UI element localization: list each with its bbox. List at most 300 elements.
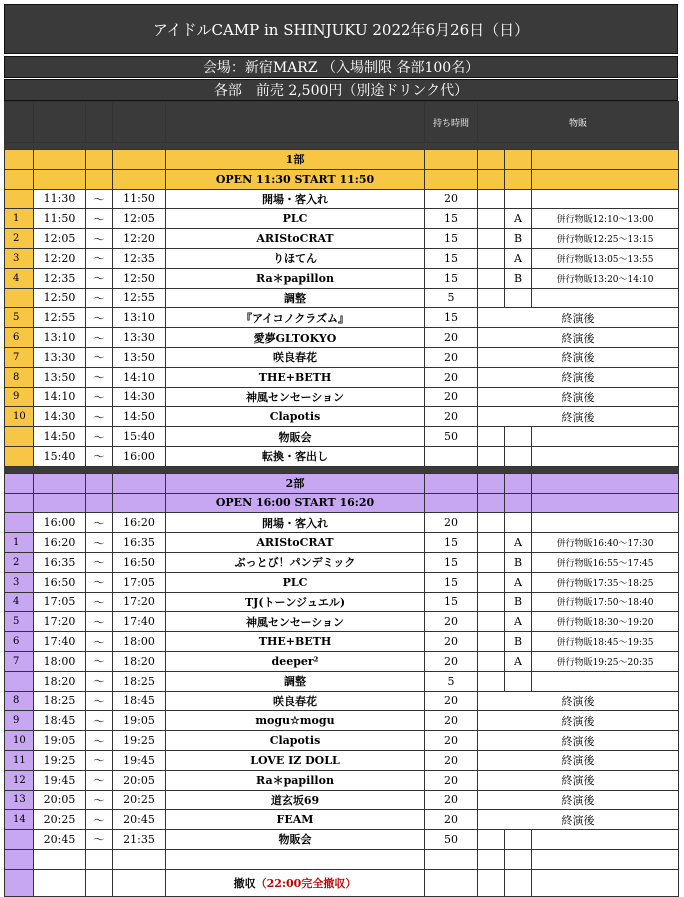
merch-lane: [505, 288, 532, 308]
performer-name: 物販会: [166, 830, 425, 850]
schedule-row: [5, 592, 679, 612]
empty-cell: [478, 427, 505, 447]
merch-lane: B: [505, 592, 532, 612]
slot-number: 7: [5, 651, 34, 671]
duration: 20: [425, 347, 478, 367]
start-time: 14:50: [34, 427, 86, 447]
time-separator: 〜: [86, 632, 113, 652]
merch-info: 終演後: [478, 367, 679, 387]
start-time: 15:40: [34, 446, 86, 466]
time-separator: 〜: [86, 770, 113, 790]
part1-open-row: [5, 169, 679, 189]
end-time: 14:10: [113, 367, 166, 387]
end-time: 12:35: [113, 248, 166, 268]
spacer-row: [5, 466, 679, 473]
merch-lane: A: [505, 533, 532, 553]
slot-number: 7: [5, 347, 34, 367]
slot-number: [5, 288, 34, 308]
duration: 20: [425, 731, 478, 751]
time-separator: 〜: [86, 612, 113, 632]
duration-header: 持ち時間: [425, 102, 478, 143]
performer-name: mogu☆mogu: [166, 711, 425, 731]
empty-cell: [478, 446, 505, 466]
duration: 5: [425, 288, 478, 308]
merch-lane: B: [505, 632, 532, 652]
merch-lane: A: [505, 248, 532, 268]
slot-number: 4: [5, 592, 34, 612]
performer-name: TJ(トーンジュエル): [166, 592, 425, 612]
time-separator: 〜: [86, 790, 113, 810]
start-time: 17:40: [34, 632, 86, 652]
end-time: 18:45: [113, 691, 166, 711]
performer-name: Clapotis: [166, 407, 425, 427]
merch-info: 併行物販17:35〜18:25: [532, 572, 679, 592]
price-info: 各部 前売 2,500円（別途ドリンク代）: [4, 79, 678, 101]
performer-name: deeper²: [166, 651, 425, 671]
duration: 50: [425, 427, 478, 447]
schedule-row: [5, 533, 679, 553]
header-cell: [5, 102, 34, 143]
slot-number: 2: [5, 229, 34, 249]
schedule-row: [5, 407, 679, 427]
merch-info: [532, 513, 679, 533]
merch-info: 終演後: [478, 731, 679, 751]
end-time: 13:10: [113, 308, 166, 328]
merch-info: 終演後: [478, 308, 679, 328]
slot-number: 2: [5, 552, 34, 572]
start-time: 18:45: [34, 711, 86, 731]
duration: 20: [425, 387, 478, 407]
start-time: 12:20: [34, 248, 86, 268]
end-time: 13:30: [113, 328, 166, 348]
performer-name: 開場・客入れ: [166, 513, 425, 533]
performer-name: 神風センセーション: [166, 387, 425, 407]
merch-info: [532, 189, 679, 209]
performer-name: ARIStoCRAT: [166, 533, 425, 553]
empty-cell: [478, 288, 505, 308]
start-time: 12:55: [34, 308, 86, 328]
schedule-row: [5, 731, 679, 751]
column-header-row: [5, 102, 679, 143]
end-time: 14:30: [113, 387, 166, 407]
schedule-row: [5, 572, 679, 592]
merch-info: 終演後: [478, 387, 679, 407]
merch-info: 併行物販17:50〜18:40: [532, 592, 679, 612]
timetable: [4, 101, 679, 897]
slot-number: [5, 513, 34, 533]
time-separator: 〜: [86, 189, 113, 209]
time-separator: 〜: [86, 347, 113, 367]
empty-cell: [478, 189, 505, 209]
empty-cell: [478, 572, 505, 592]
time-separator: 〜: [86, 513, 113, 533]
slot-number: 11: [5, 750, 34, 770]
slot-number: 8: [5, 367, 34, 387]
slot-number: 1: [5, 209, 34, 229]
schedule-row: [5, 367, 679, 387]
duration: 15: [425, 533, 478, 553]
page-title: アイドルCAMP in SHINJUKU 2022年6月26日（日）: [4, 4, 678, 54]
merch-info: 併行物販19:25〜20:35: [532, 651, 679, 671]
schedule-row: [5, 651, 679, 671]
merch-info: 併行物販13:05〜13:55: [532, 248, 679, 268]
slot-number: 13: [5, 790, 34, 810]
duration: 20: [425, 651, 478, 671]
performer-name: 咲良春花: [166, 691, 425, 711]
merch-lane: [505, 671, 532, 691]
duration: 50: [425, 830, 478, 850]
merch-info: 終演後: [478, 770, 679, 790]
performer-name: 愛夢GLTOKYO: [166, 328, 425, 348]
start-time: 16:20: [34, 533, 86, 553]
duration: 15: [425, 572, 478, 592]
slot-number: 12: [5, 770, 34, 790]
merch-info: 終演後: [478, 750, 679, 770]
part2-open-row: [5, 493, 679, 513]
performer-name: 物販会: [166, 427, 425, 447]
time-separator: 〜: [86, 387, 113, 407]
duration: 15: [425, 592, 478, 612]
merch-lane: A: [505, 651, 532, 671]
merch-lane: A: [505, 612, 532, 632]
time-separator: 〜: [86, 268, 113, 288]
merch-info: [532, 288, 679, 308]
schedule-row: [5, 711, 679, 731]
merch-lane: [505, 830, 532, 850]
slot-number: 6: [5, 632, 34, 652]
start-time: 17:05: [34, 592, 86, 612]
merch-lane: [505, 189, 532, 209]
empty-cell: [478, 632, 505, 652]
schedule-row: [5, 671, 679, 691]
duration: 15: [425, 248, 478, 268]
empty-cell: [478, 229, 505, 249]
end-time: 11:50: [113, 189, 166, 209]
schedule-row: [5, 750, 679, 770]
venue-info: 会場：新宿MARZ （入場制限 各部100名）: [4, 56, 678, 78]
start-time: 13:50: [34, 367, 86, 387]
part1-label-row: [5, 150, 679, 170]
slot-number: [5, 671, 34, 691]
duration: 20: [425, 790, 478, 810]
end-time: 16:50: [113, 552, 166, 572]
part1-open: OPEN 11:30 START 11:50: [166, 169, 425, 189]
performer-name: 調整: [166, 288, 425, 308]
duration: 20: [425, 750, 478, 770]
end-time: 18:00: [113, 632, 166, 652]
start-time: 12:35: [34, 268, 86, 288]
performer-name: 転換・客出し: [166, 446, 425, 466]
duration: 20: [425, 513, 478, 533]
slot-number: 9: [5, 387, 34, 407]
empty-cell: [478, 651, 505, 671]
merch-info: 終演後: [478, 691, 679, 711]
header-cell: [86, 102, 113, 143]
merch-header: 物販: [478, 102, 679, 143]
start-time: 16:35: [34, 552, 86, 572]
time-separator: 〜: [86, 691, 113, 711]
duration: 20: [425, 632, 478, 652]
end-time: 20:05: [113, 770, 166, 790]
end-time: 19:25: [113, 731, 166, 751]
slot-number: 14: [5, 810, 34, 830]
start-time: 16:00: [34, 513, 86, 533]
performer-name: Clapotis: [166, 731, 425, 751]
schedule-row: [5, 770, 679, 790]
duration: 20: [425, 691, 478, 711]
schedule-row: [5, 308, 679, 328]
merch-info: 併行物販18:30〜19:20: [532, 612, 679, 632]
merch-info: 併行物販13:20〜14:10: [532, 268, 679, 288]
performer-name: 開場・客入れ: [166, 189, 425, 209]
performer-name: LOVE IZ DOLL: [166, 750, 425, 770]
end-time: 17:40: [113, 612, 166, 632]
start-time: 19:05: [34, 731, 86, 751]
merch-lane: A: [505, 572, 532, 592]
slot-number: [5, 427, 34, 447]
header-cell: [166, 102, 425, 143]
duration: 15: [425, 209, 478, 229]
merch-lane: [505, 513, 532, 533]
schedule-row: [5, 612, 679, 632]
time-separator: 〜: [86, 427, 113, 447]
time-separator: 〜: [86, 711, 113, 731]
duration: 15: [425, 308, 478, 328]
closing-row: [5, 869, 679, 896]
slot-number: 5: [5, 308, 34, 328]
merch-lane: [505, 427, 532, 447]
end-time: 12:50: [113, 268, 166, 288]
end-time: 18:25: [113, 671, 166, 691]
start-time: 13:30: [34, 347, 86, 367]
slot-number: [5, 446, 34, 466]
part2-label-row: [5, 473, 679, 493]
time-separator: 〜: [86, 810, 113, 830]
duration: 20: [425, 711, 478, 731]
empty-cell: [478, 612, 505, 632]
duration: 20: [425, 189, 478, 209]
part2-label: 2部: [166, 473, 425, 493]
end-time: 21:35: [113, 830, 166, 850]
schedule-row: [5, 229, 679, 249]
merch-lane: B: [505, 268, 532, 288]
schedule-row: [5, 810, 679, 830]
merch-lane: A: [505, 209, 532, 229]
time-separator: 〜: [86, 209, 113, 229]
time-separator: 〜: [86, 671, 113, 691]
header-cell: [113, 102, 166, 143]
merch-info: 終演後: [478, 328, 679, 348]
merch-info: [532, 446, 679, 466]
performer-name: PLC: [166, 572, 425, 592]
performer-name: 神風センセーション: [166, 612, 425, 632]
closing-note: （22:00完全撤収）: [255, 876, 357, 890]
performer-name: 『アイコノクラズム』: [166, 308, 425, 328]
schedule-row: [5, 830, 679, 850]
end-time: 12:05: [113, 209, 166, 229]
slot-number: 10: [5, 731, 34, 751]
slot-number: 9: [5, 711, 34, 731]
time-separator: 〜: [86, 367, 113, 387]
end-time: 20:45: [113, 810, 166, 830]
end-time: 17:05: [113, 572, 166, 592]
slot-number: 4: [5, 268, 34, 288]
start-time: 16:50: [34, 572, 86, 592]
time-separator: 〜: [86, 651, 113, 671]
start-time: 20:05: [34, 790, 86, 810]
start-time: 20:25: [34, 810, 86, 830]
schedule-row: [5, 790, 679, 810]
closing-cell: [166, 869, 425, 896]
performer-name: りほてん: [166, 248, 425, 268]
start-time: 19:25: [34, 750, 86, 770]
start-time: 18:20: [34, 671, 86, 691]
merch-lane: [505, 446, 532, 466]
merch-info: 終演後: [478, 790, 679, 810]
end-time: 13:50: [113, 347, 166, 367]
start-time: 19:45: [34, 770, 86, 790]
merch-lane: B: [505, 552, 532, 572]
performer-name: THE+BETH: [166, 367, 425, 387]
end-time: 16:00: [113, 446, 166, 466]
duration: 20: [425, 770, 478, 790]
duration: [425, 446, 478, 466]
performer-name: PLC: [166, 209, 425, 229]
duration: 20: [425, 810, 478, 830]
merch-info: 併行物販16:40〜17:30: [532, 533, 679, 553]
performer-name: ぶっとび！パンデミック: [166, 552, 425, 572]
start-time: 17:20: [34, 612, 86, 632]
duration: 15: [425, 229, 478, 249]
part2-open: OPEN 16:00 START 16:20: [166, 493, 425, 513]
slot-number: [5, 189, 34, 209]
performer-name: THE+BETH: [166, 632, 425, 652]
schedule-row: [5, 387, 679, 407]
merch-info: [532, 671, 679, 691]
time-separator: 〜: [86, 407, 113, 427]
blank-row: [5, 849, 679, 869]
start-time: 12:05: [34, 229, 86, 249]
empty-cell: [478, 209, 505, 229]
schedule-row: [5, 632, 679, 652]
duration: 20: [425, 367, 478, 387]
empty-cell: [478, 513, 505, 533]
time-separator: 〜: [86, 731, 113, 751]
duration: 15: [425, 268, 478, 288]
time-separator: 〜: [86, 446, 113, 466]
merch-info: [532, 427, 679, 447]
schedule-row: [5, 189, 679, 209]
schedule-row: [5, 513, 679, 533]
performer-name: 道玄坂69: [166, 790, 425, 810]
end-time: 15:40: [113, 427, 166, 447]
empty-cell: [478, 533, 505, 553]
performer-name: Ra＊papillon: [166, 268, 425, 288]
slot-number: 6: [5, 328, 34, 348]
time-separator: 〜: [86, 552, 113, 572]
end-time: 17:20: [113, 592, 166, 612]
schedule-row: [5, 328, 679, 348]
schedule-row: [5, 691, 679, 711]
merch-info: 終演後: [478, 711, 679, 731]
end-time: 16:35: [113, 533, 166, 553]
performer-name: 咲良春花: [166, 347, 425, 367]
time-separator: 〜: [86, 229, 113, 249]
empty-cell: [478, 552, 505, 572]
performer-name: FEAM: [166, 810, 425, 830]
slot-number: 1: [5, 533, 34, 553]
start-time: 11:30: [34, 189, 86, 209]
slot-number: 3: [5, 248, 34, 268]
end-time: 16:20: [113, 513, 166, 533]
spacer-row: [5, 143, 679, 150]
merch-info: 併行物販18:45〜19:35: [532, 632, 679, 652]
time-separator: 〜: [86, 750, 113, 770]
duration: 20: [425, 407, 478, 427]
schedule-row: [5, 427, 679, 447]
empty-cell: [478, 248, 505, 268]
end-time: 18:20: [113, 651, 166, 671]
time-separator: 〜: [86, 533, 113, 553]
slot-number: 3: [5, 572, 34, 592]
merch-info: 併行物販12:10〜13:00: [532, 209, 679, 229]
part1-label: 1部: [166, 150, 425, 170]
end-time: 19:05: [113, 711, 166, 731]
slot-number: [5, 830, 34, 850]
schedule-row: [5, 446, 679, 466]
merch-info: 終演後: [478, 407, 679, 427]
merch-info: 終演後: [478, 810, 679, 830]
time-separator: 〜: [86, 830, 113, 850]
empty-cell: [478, 268, 505, 288]
performer-name: Ra＊papillon: [166, 770, 425, 790]
start-time: 13:10: [34, 328, 86, 348]
start-time: 20:45: [34, 830, 86, 850]
start-time: 12:50: [34, 288, 86, 308]
time-separator: 〜: [86, 592, 113, 612]
schedule-row: [5, 552, 679, 572]
performer-name: 調整: [166, 671, 425, 691]
end-time: 12:55: [113, 288, 166, 308]
schedule-row: [5, 248, 679, 268]
end-time: 20:25: [113, 790, 166, 810]
end-time: 12:20: [113, 229, 166, 249]
performer-name: ARIStoCRAT: [166, 229, 425, 249]
time-separator: 〜: [86, 328, 113, 348]
empty-cell: [478, 830, 505, 850]
start-time: 11:50: [34, 209, 86, 229]
time-separator: 〜: [86, 248, 113, 268]
end-time: 14:50: [113, 407, 166, 427]
duration: 20: [425, 328, 478, 348]
schedule-row: [5, 288, 679, 308]
merch-info: [532, 830, 679, 850]
start-time: 14:30: [34, 407, 86, 427]
start-time: 18:00: [34, 651, 86, 671]
schedule-row: [5, 347, 679, 367]
merch-info: 併行物販16:55〜17:45: [532, 552, 679, 572]
schedule-row: [5, 268, 679, 288]
merch-info: 併行物販12:25〜13:15: [532, 229, 679, 249]
merch-info: 終演後: [478, 347, 679, 367]
start-time: 14:10: [34, 387, 86, 407]
time-separator: 〜: [86, 308, 113, 328]
time-separator: 〜: [86, 572, 113, 592]
duration: 5: [425, 671, 478, 691]
end-time: 19:45: [113, 750, 166, 770]
slot-number: 5: [5, 612, 34, 632]
closing-label: 撤収: [233, 876, 256, 890]
